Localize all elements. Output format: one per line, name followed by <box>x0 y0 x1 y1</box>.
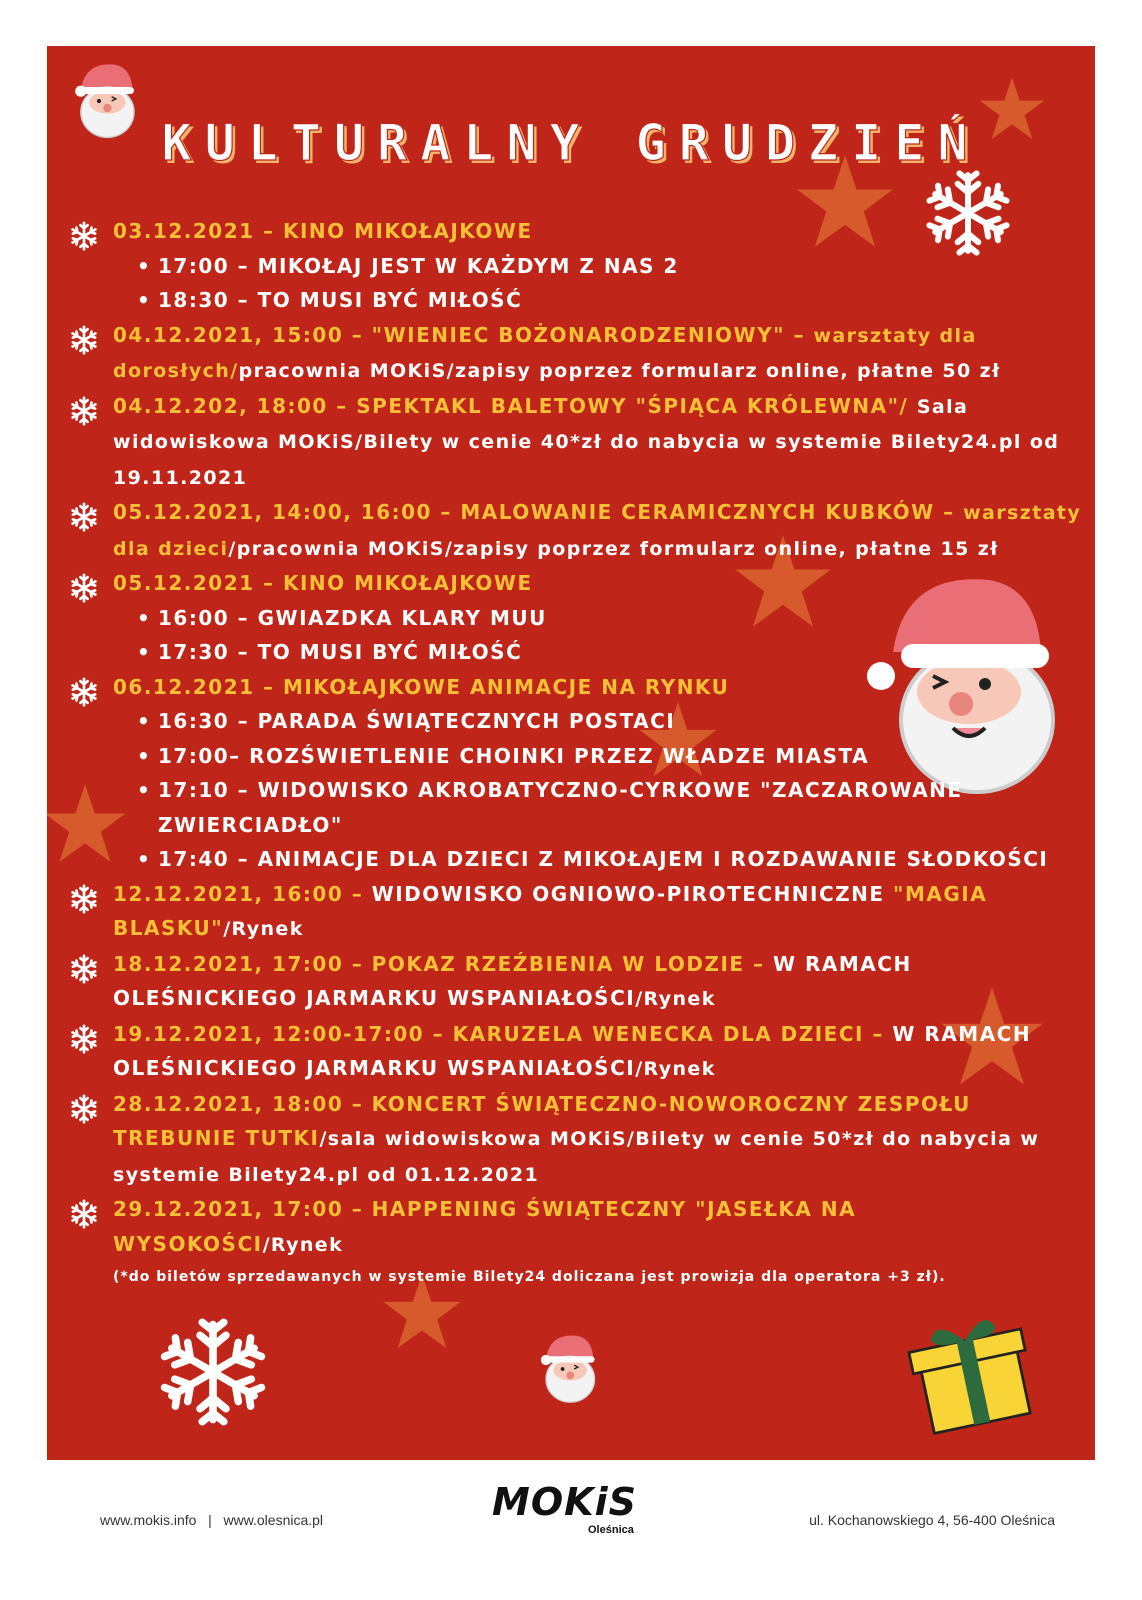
event-heading <box>113 1087 1093 1193</box>
event-text: /Rynek <box>635 988 716 1010</box>
event-item <box>113 318 1093 389</box>
footer-links[interactable]: www.mokis.info | www.olesnica.pl <box>100 1512 324 1528</box>
event-text: warsztaty dla dzieci <box>113 502 1082 560</box>
event-heading <box>113 1192 1093 1262</box>
event-text: 05.12.2021, 14:00, 16:00 – MALOWANIE CERAMICZNYCH KUBKÓW – <box>113 500 964 524</box>
event-item <box>113 389 1093 496</box>
snowflake-icon <box>69 954 99 984</box>
event-heading <box>113 670 1093 705</box>
event-text: 04.12.2021, 15:00 – "WIENIEC BOŻONARODZENIOWY" – <box>113 322 814 347</box>
gift-icon <box>903 1302 1039 1438</box>
poster <box>47 46 1095 1460</box>
event-text: 29.12.2021, 17:00 – HAPPENING ŚWIĄTECZNY "JASEŁKA NA WYSOKOŚCI <box>113 1197 857 1256</box>
event-list <box>113 214 1093 1292</box>
event-text: W RAMACH OLEŚNICKIEGO JARMARKU WSPANIAŁOŚCI <box>113 951 912 1010</box>
santa-icon <box>537 1328 601 1410</box>
snowflake-icon <box>69 573 99 603</box>
event-text: WIDOWISKO OGNIOWO-PIROTECHNICZNE <box>371 881 894 906</box>
snowflake-icon <box>69 1024 99 1054</box>
event-text: 19.12.2021, 12:00-17:00 – KARUZELA WENECKA DLA DZIECI – <box>113 1021 893 1046</box>
event-text: /pracownia MOKiS/zapisy poprzez formularz online, płatne 15 zł <box>228 537 999 560</box>
snowflake-icon <box>69 502 99 532</box>
ticket-note: (*do biletów sprzedawanych w systemie Bilety24 doliczana jest prowizja dla operatora +3 zł). <box>113 1269 946 1285</box>
snowflake-icon <box>69 325 99 355</box>
event-text: warsztaty dla dorosłych/ <box>113 324 977 382</box>
event-text: 12.12.2021, 16:00 – <box>113 881 372 906</box>
session-item: • 17:00– ROZŚWIETLENIE CHOINKI PRZEZ WŁADZE MIASTA <box>113 739 1093 774</box>
logo-text: MOKiS <box>492 1480 637 1524</box>
event-text: /Rynek <box>223 918 304 940</box>
event-item <box>113 566 1093 670</box>
event-item <box>113 495 1093 566</box>
event-text: pracownia MOKiS/zapisy poprzez formularz online, płatne 50 zł <box>238 360 1001 382</box>
snowflake-icon <box>69 396 99 426</box>
event-item <box>113 947 1093 1017</box>
snowflake-icon <box>69 677 99 707</box>
event-heading <box>113 566 1093 601</box>
snowflake-icon <box>69 221 99 251</box>
mokis-logo <box>492 1480 652 1540</box>
event-item <box>113 1192 1093 1262</box>
event-text: 18.12.2021, 17:00 – POKAZ RZEŹBIENIA W LODZIE – <box>113 951 773 976</box>
event-text: 28.12.2021, 18:00 – KONCERT ŚWIĄTECZNO-NOWOROCZNY ZESPOŁU TREBUNIE TUTKI <box>113 1091 971 1150</box>
session-item: • 16:00 – GWIAZDKA KLARY MUU <box>113 601 1093 636</box>
event-text: "MAGIA BLASKU" <box>113 881 988 940</box>
event-heading <box>113 1017 1093 1087</box>
event-text: 04.12.202, 18:00 – SPEKTAKL BALETOWY "ŚPIĄCA KRÓLEWNA"/ <box>113 393 917 418</box>
session-item: • 17:30 – TO MUSI BYĆ MIŁOŚĆ <box>113 635 1093 670</box>
event-text: /Rynek <box>262 1233 344 1256</box>
event-text: 05.12.2021 – KINO MIKOŁAJKOWE <box>113 571 533 595</box>
snowflake-icon <box>69 884 99 914</box>
event-heading <box>113 877 1093 947</box>
session-item: • 16:30 – PARADA ŚWIĄTECZNYCH POSTACI <box>113 704 1093 739</box>
footer <box>0 1460 1142 1600</box>
event-item <box>113 877 1093 947</box>
event-text: Sala widowiskowa MOKiS/Bilety w cenie 40*zł do nabycia w systemie Bilety24.pl od 19.11.2021 <box>113 395 1060 489</box>
event-text: 03.12.2021 – KINO MIKOŁAJKOWE <box>113 219 533 243</box>
event-item <box>113 670 1093 877</box>
snowflake-icon <box>69 1094 99 1124</box>
event-heading <box>113 389 1093 496</box>
event-heading <box>113 318 1093 389</box>
event-text: /sala widowiskowa MOKiS/Bilety w cenie 50*zł do nabycia w systemie Bilety24.pl od 01.12.2021 <box>113 1128 1040 1186</box>
event-item <box>113 1087 1093 1193</box>
session-item: • 17:00 – MIKOŁAJ JEST W KAŻDYM Z NAS 2 <box>113 249 1093 284</box>
event-item <box>113 214 1093 318</box>
snowflake-icon <box>69 1199 99 1229</box>
event-heading <box>113 947 1093 1017</box>
session-item: • 17:10 – WIDOWISKO AKROBATYCZNO-CYRKOWE "ZACZAROWANE ZWIERCIADŁO" <box>113 773 1093 842</box>
event-heading <box>113 214 1093 249</box>
event-text: /Rynek <box>635 1058 716 1080</box>
session-item: • 17:40 – ANIMACJE DLA DZIECI Z MIKOŁAJEM I ROZDAWANIE SŁODKOŚCI <box>113 842 1093 877</box>
logo-subtitle: Oleśnica <box>588 1524 634 1536</box>
event-text: 06.12.2021 – MIKOŁAJKOWE ANIMACJE NA RYNKU <box>113 674 730 699</box>
footer-address: ul. Kochanowskiego 4, 56-400 Oleśnica <box>809 1512 1055 1528</box>
session-item: • 18:30 – TO MUSI BYĆ MIŁOŚĆ <box>113 283 1093 318</box>
event-text: W RAMACH OLEŚNICKIEGO JARMARKU WSPANIAŁOŚCI <box>113 1021 1032 1080</box>
event-heading <box>113 495 1093 566</box>
snowflake-icon <box>159 1318 267 1426</box>
event-item <box>113 1017 1093 1087</box>
page-title: KULTURALNY GRUDZIEŃ <box>161 114 981 172</box>
